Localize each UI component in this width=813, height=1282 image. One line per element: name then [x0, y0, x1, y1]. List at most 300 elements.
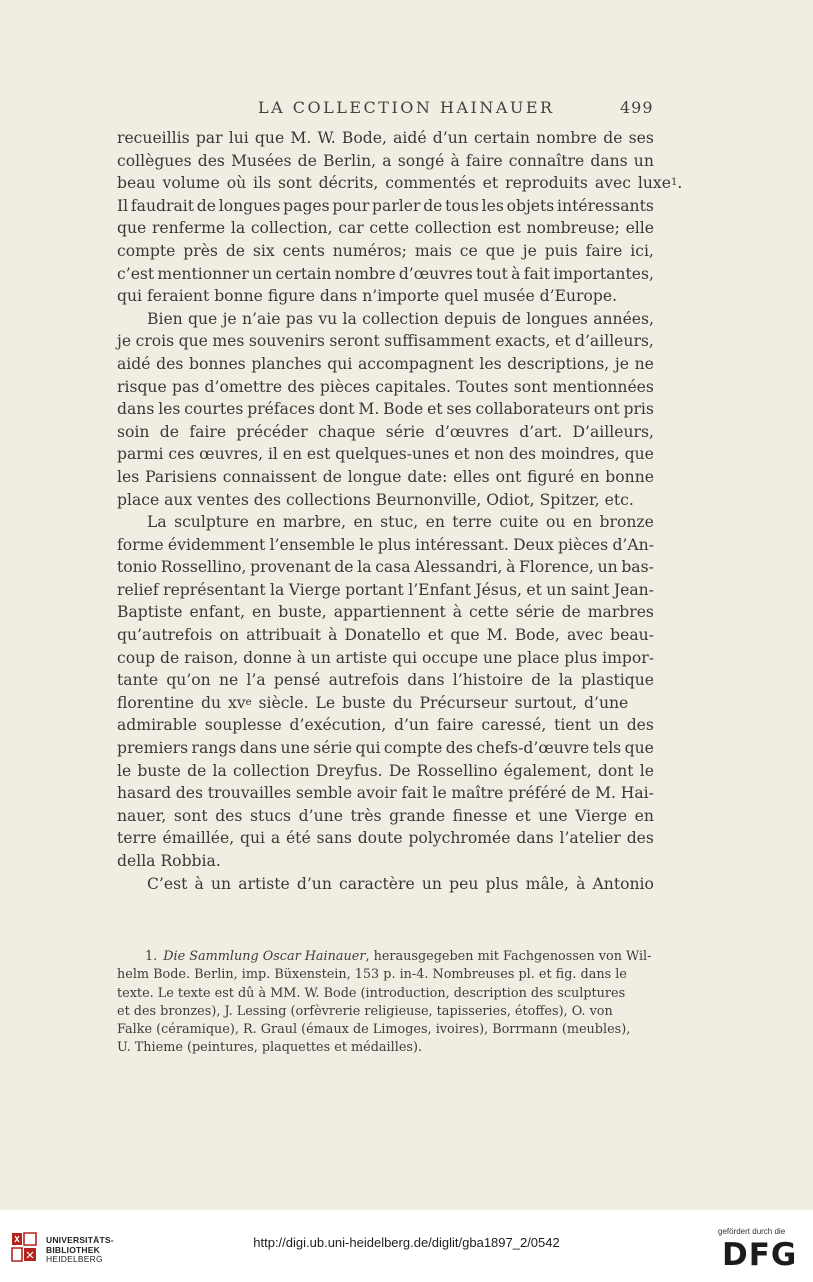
word: dans [239, 739, 278, 758]
word: à [452, 603, 463, 622]
word: en [580, 467, 600, 486]
word: collègues [117, 151, 192, 170]
word: buste [137, 761, 181, 780]
word: nombreuse; [526, 219, 620, 238]
word: on [219, 626, 239, 645]
word: tels [592, 739, 622, 758]
word: D’ailleurs, [572, 422, 654, 441]
dfg-logo[interactable]: DFG [722, 1237, 798, 1273]
text-line [117, 172, 683, 195]
word: compte [383, 739, 443, 758]
word: plastique [581, 671, 654, 690]
word: bonnes [189, 354, 246, 373]
word: occupe [422, 648, 479, 667]
footnote-line [117, 1039, 654, 1057]
word: l’atelier [559, 829, 621, 848]
word: précéder [236, 422, 308, 441]
text-run: place aux ventes des collections Beurnonville, Odiot, Spitzer, etc. [117, 490, 634, 509]
word: que [450, 626, 480, 645]
word: la [212, 761, 227, 780]
running-head [0, 98, 813, 124]
word: de [187, 761, 207, 780]
word: avoir [356, 784, 397, 803]
word: série [385, 422, 425, 441]
word: stucs [250, 806, 292, 825]
word: maître [451, 784, 504, 803]
word: trouvailles [207, 784, 292, 803]
word: Bode, [341, 129, 387, 147]
word: relief [117, 580, 159, 599]
word: Berlin, [323, 151, 377, 170]
word: collaborateurs [475, 400, 591, 419]
word: Bode [383, 400, 424, 419]
word: un [598, 716, 619, 735]
word: est [306, 445, 331, 464]
word: tonio [117, 558, 158, 577]
word: compte [117, 241, 176, 260]
word: crois [135, 332, 175, 351]
word: parler [372, 196, 421, 215]
footnote-line [117, 985, 654, 1003]
running-head-title: LA COLLECTION HAINAUER [258, 98, 555, 117]
word: des [626, 829, 654, 848]
word: en [572, 513, 593, 532]
word: De [388, 761, 411, 780]
word: W. [317, 129, 336, 147]
word: songé [397, 151, 445, 170]
word: des [156, 354, 184, 373]
word: rangs [191, 739, 237, 758]
word: terre [117, 829, 157, 848]
word: longue [347, 467, 402, 486]
word: la [558, 671, 573, 690]
word: aidé [117, 354, 151, 373]
word: coup [117, 648, 156, 667]
superscript: e [245, 696, 252, 708]
word: puis [544, 241, 578, 260]
word: que [188, 309, 218, 328]
body-text [117, 127, 683, 895]
word: le [639, 761, 654, 780]
word: Donatello [344, 626, 421, 645]
word: représentant [163, 580, 266, 599]
word: de [334, 558, 354, 577]
word: dans [117, 400, 155, 419]
text-line [117, 443, 654, 466]
text-line [117, 489, 654, 512]
word: un [252, 264, 273, 283]
word: ont [495, 467, 522, 486]
text-line [117, 421, 654, 444]
word: l’Enfant [408, 580, 471, 599]
word: doute [357, 829, 403, 848]
word: attribuait [246, 626, 321, 645]
word: Antonio [592, 874, 654, 893]
word: un [597, 558, 618, 577]
page-number: 499 [620, 98, 654, 117]
word: forme [117, 535, 164, 554]
word: autrefois [328, 671, 400, 690]
footnote-line [117, 948, 654, 966]
word: en [282, 445, 303, 464]
word: pris [623, 400, 654, 419]
word: à [296, 648, 306, 667]
text-line [117, 782, 654, 805]
word: d’une [298, 806, 343, 825]
word: des [175, 784, 203, 803]
word: de [423, 196, 443, 215]
word: d’un [432, 129, 468, 147]
funder-label: gefördert durch die [718, 1227, 786, 1236]
word: les [117, 467, 140, 486]
word: stuc, [380, 513, 419, 532]
word: bronze [599, 513, 654, 532]
word: la [342, 309, 357, 328]
word: qu’on [166, 671, 211, 690]
word: de [159, 422, 179, 441]
word: artiste [238, 874, 290, 893]
permalink-url[interactable]: http://digi.ub.uni-heidelberg.de/diglit/gba1897_2/0542 [253, 1235, 560, 1250]
word: de [322, 467, 342, 486]
footnote-text: , herausgegeben mit Fachgenossen von Wil- [365, 949, 652, 964]
word: Musées [231, 151, 292, 170]
word: marbre, [282, 513, 347, 532]
word: car [338, 219, 364, 238]
word: longues [526, 309, 588, 328]
word: C’est [147, 874, 188, 893]
word: plus [377, 535, 411, 554]
word: qui [239, 829, 265, 848]
word: sont [513, 377, 548, 396]
footnote-number: 1. [145, 949, 158, 964]
text-line [117, 285, 654, 308]
word: faire [189, 422, 227, 441]
word: parmi [117, 445, 164, 464]
word: elles [453, 467, 490, 486]
word: je [614, 354, 629, 373]
word: chaque [318, 422, 376, 441]
word: très [350, 806, 382, 825]
word: à [328, 626, 338, 645]
word: tout [475, 264, 508, 283]
word: préféré [508, 784, 567, 803]
word: six [252, 241, 275, 260]
word: pensé [273, 671, 321, 690]
text-line [117, 760, 654, 783]
word: de [531, 671, 551, 690]
word: suffisamment [384, 332, 491, 351]
word: des [445, 739, 473, 758]
word: artiste [335, 648, 388, 667]
word: souplesse [204, 716, 282, 735]
word: de [561, 603, 581, 622]
word: moindres, [540, 445, 620, 464]
word: à [576, 874, 586, 893]
word: Toutes [456, 377, 509, 396]
text-line [117, 669, 654, 692]
word: il [267, 445, 278, 464]
footnote-text: et des bronzes), J. Lessing (orfèvrerie religieuse, tapisseries, étoffes), O. von [117, 1003, 613, 1019]
word: et [454, 445, 470, 464]
digitization-footer [0, 1210, 813, 1282]
word: collection, [250, 219, 333, 238]
word: et [555, 332, 571, 351]
library-line-3: HEIDELBERG [46, 1254, 103, 1264]
word: tient [554, 716, 591, 735]
word: objets [506, 196, 555, 215]
word: cents [282, 241, 325, 260]
word: Alessandri, [414, 558, 503, 577]
word: avec [566, 626, 604, 645]
word: pas [285, 309, 314, 328]
word: les [479, 354, 502, 373]
word: elle [625, 219, 654, 238]
word: dans [407, 671, 445, 690]
word: mes [212, 332, 245, 351]
word: peu [449, 874, 479, 893]
word: ont [593, 400, 620, 419]
word: près [183, 241, 218, 260]
word: plus [564, 648, 598, 667]
word: des [197, 151, 225, 170]
word: collection [232, 761, 310, 780]
word: marbres [587, 603, 654, 622]
word: été [285, 829, 311, 848]
word: qui [355, 739, 381, 758]
word: buste, [278, 603, 327, 622]
word: enfant, [189, 603, 246, 622]
text-line [117, 127, 654, 150]
word: donne [243, 648, 292, 667]
word: en [353, 513, 373, 532]
word: d’œuvres [398, 264, 473, 283]
word: l’histoire [452, 671, 524, 690]
word: je [522, 241, 537, 260]
word: collection [362, 309, 439, 328]
word: a [382, 151, 392, 170]
word: en [256, 513, 276, 532]
footnote-book-title: Die Sammlung Oscar Hainauer [163, 949, 366, 964]
text-line [117, 737, 654, 760]
word: nombre [536, 129, 598, 147]
word: nauer, [117, 806, 167, 825]
word: Bode, [514, 626, 560, 645]
word: par [195, 129, 223, 147]
word: de [571, 784, 591, 803]
word: ces [168, 445, 195, 464]
word: une [482, 648, 513, 667]
footnote-text: texte. Le texte est dû à MM. W. Bode (introduction, description des sculptures [117, 985, 626, 1001]
word: émaillée, [162, 829, 235, 848]
word: que [178, 332, 208, 351]
word: mais [414, 241, 452, 260]
word: que [624, 445, 654, 464]
word: saint [570, 580, 610, 599]
word: premiers [117, 739, 189, 758]
word: d’art. [519, 422, 563, 441]
word: n’aie [241, 309, 281, 328]
word: de [225, 241, 246, 260]
word: Baptiste [117, 603, 183, 622]
word: admirable [117, 716, 198, 735]
word: d’œuvres [434, 422, 509, 441]
word: d’omettre [204, 377, 283, 396]
word: faire [585, 241, 623, 260]
word: l’a [246, 671, 266, 690]
text-line [117, 647, 654, 670]
word: bas- [621, 558, 654, 577]
word: le [359, 535, 374, 554]
word: grande [389, 806, 446, 825]
text-line [117, 692, 654, 715]
word: finesse [452, 806, 508, 825]
word: Bien [147, 309, 183, 328]
word: un [546, 580, 567, 599]
word: et [427, 400, 443, 419]
word: hasard [117, 784, 172, 803]
footnote-text: U. Thieme (peintures, plaquettes et médailles). [117, 1040, 423, 1056]
word: fait [523, 264, 551, 283]
word: est [497, 219, 521, 238]
word: les [158, 400, 181, 419]
word: Parisiens [145, 467, 217, 486]
word: descriptions, [507, 354, 610, 373]
word: importantes, [553, 264, 654, 283]
word: ses [446, 400, 472, 419]
word: faudrait [130, 196, 195, 215]
word: d’ailleurs, [574, 332, 654, 351]
word: la [357, 558, 372, 577]
word: Rossellino [416, 761, 498, 780]
text-line [117, 353, 654, 376]
word: et [427, 626, 444, 645]
word: caractère [339, 874, 415, 893]
word: années, [593, 309, 654, 328]
text-line [117, 873, 654, 896]
word: place [517, 648, 560, 667]
word: caressé, [481, 716, 547, 735]
word: d’An- [612, 535, 654, 554]
word: Jésus, [475, 580, 522, 599]
word: à [194, 874, 204, 893]
word: c’est [117, 264, 155, 283]
word: Dreyfus. [315, 761, 383, 780]
word: Vierge [575, 806, 628, 825]
word: une [280, 739, 310, 758]
word: vu [318, 309, 338, 328]
word: pour [332, 196, 370, 215]
word: pièces [319, 377, 371, 396]
word: en [425, 513, 445, 532]
word: capitales. [375, 377, 452, 396]
word: qui [392, 648, 418, 667]
word: également, [503, 761, 592, 780]
text-line [117, 827, 654, 850]
word: évidemment [167, 535, 266, 554]
word: non [474, 445, 504, 464]
word: souvenirs [248, 332, 325, 351]
text-line [117, 195, 654, 218]
word: dans [590, 151, 628, 170]
word: collection [414, 219, 492, 238]
word: pièces [558, 535, 609, 554]
word: appartiennent [333, 603, 446, 622]
text-line [117, 624, 654, 647]
word: cette [369, 219, 410, 238]
word: bonne [605, 467, 654, 486]
word: semble [295, 784, 353, 803]
word: soin [117, 422, 150, 441]
word: pages [283, 196, 330, 215]
library-line-1: UNIVERSITÄTS- [46, 1235, 114, 1245]
word: planches [251, 354, 322, 373]
word: courtes [184, 400, 244, 419]
word: un [421, 874, 442, 893]
word: faire [465, 151, 503, 170]
text-line [117, 150, 654, 173]
word: Vierge [288, 580, 341, 599]
text-line [117, 263, 654, 286]
word: tous [445, 196, 479, 215]
text-line [117, 534, 654, 557]
text-line [117, 466, 654, 489]
word: La [147, 513, 167, 532]
word: Jean- [613, 580, 654, 599]
text-line [117, 714, 654, 737]
word: pas [171, 377, 200, 396]
word: et [515, 806, 531, 825]
word: dans [516, 829, 554, 848]
footnote-line [117, 966, 654, 984]
word: cette [469, 603, 509, 622]
word: que [117, 219, 147, 238]
word: impor- [602, 648, 654, 667]
word: à [450, 151, 460, 170]
word: cuite [499, 513, 539, 532]
text-line [117, 308, 654, 331]
word: je [117, 332, 132, 351]
word: mentionnées [552, 377, 654, 396]
word: que [624, 739, 654, 758]
word: exacts, [495, 332, 551, 351]
word: polychromée [408, 829, 511, 848]
word: renferme [151, 219, 226, 238]
word: provenant [250, 558, 331, 577]
word: depuis [444, 309, 497, 328]
footnote-text: helm Bode. Berlin, imp. Büxenstein, 153 p. in-4. Nombreuses pl. et fig. dans le [117, 967, 627, 983]
word: ou [546, 513, 566, 532]
word: M. [595, 784, 617, 803]
library-line-2: BIBLIOTHEK [46, 1244, 100, 1255]
word: un [633, 151, 654, 170]
word: mentionner [157, 264, 249, 283]
word: des [508, 445, 537, 464]
word: des [287, 377, 315, 396]
text-run: florentine du xv [117, 693, 246, 712]
word: de [196, 196, 216, 215]
footnote-text: Falke (céramique), R. Graul (émaux de Limoges, ivoires), Borrmann (meubles), [117, 1022, 631, 1038]
word: de [297, 151, 317, 170]
text-line [117, 398, 654, 421]
word: sont [173, 806, 208, 825]
word: a [270, 829, 281, 848]
word: un [310, 648, 331, 667]
word: Deux [513, 535, 554, 554]
word: d’un [393, 716, 430, 735]
word: Il [117, 196, 129, 215]
word: un [210, 874, 232, 893]
word: Rossellino, [160, 558, 247, 577]
